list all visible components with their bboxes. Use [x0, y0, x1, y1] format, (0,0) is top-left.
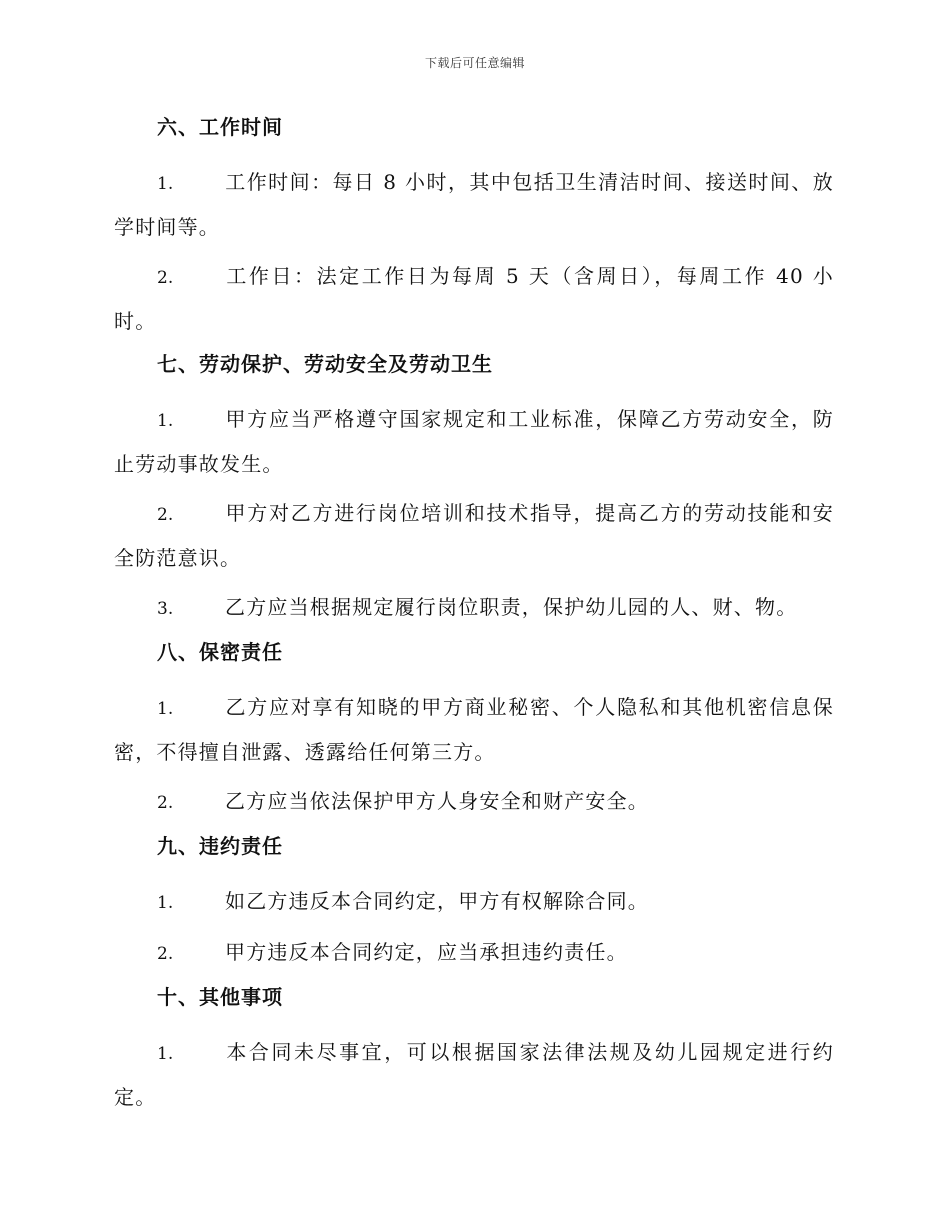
clause — [114, 586, 834, 631]
clause-text: 工作日：法定工作日为每周 5 天（含周日），每周工作 40 小时。 — [114, 264, 834, 333]
clause-text: 甲方应当严格遵守国家规定和工业标准，保障乙方劳动安全，防止劳动事故发生。 — [114, 407, 834, 476]
clause-number: 2. — [157, 944, 174, 964]
document-body — [114, 112, 834, 1125]
clause-number: 2. — [157, 793, 174, 813]
clause — [114, 398, 834, 486]
clause — [114, 780, 834, 825]
section-labor-protection — [114, 349, 834, 631]
section-confidentiality — [114, 637, 834, 825]
clause-text: 乙方应当依法保护甲方人身安全和财产安全。 — [225, 789, 649, 813]
clause-text: 乙方应当根据规定履行岗位职责，保护幼儿园的人、财、物。 — [225, 595, 798, 619]
clause-number: 1. — [157, 893, 174, 913]
clause-number: 2. — [157, 505, 174, 525]
clause-text: 乙方应对享有知晓的甲方商业秘密、个人隐私和其他机密信息保密，不得擅自泄露、透露给任何第三方。 — [114, 695, 834, 764]
header-note: 下载后可任意编辑 — [424, 56, 525, 70]
clause — [114, 492, 834, 580]
section-title: 七、劳动保护、劳动安全及劳动卫生 — [157, 352, 493, 376]
section-title: 六、工作时间 — [157, 115, 283, 139]
section-breach-liability — [114, 831, 834, 976]
clause-number: 1. — [157, 1044, 174, 1064]
clause-text: 本合同未尽事宜，可以根据国家法律法规及幼儿园规定进行约定。 — [114, 1040, 834, 1109]
section-title: 九、违约责任 — [157, 834, 283, 858]
clause — [114, 931, 834, 976]
section-work-time — [114, 112, 834, 343]
clause — [114, 161, 834, 249]
clause-number: 2. — [157, 268, 174, 288]
clause-number: 1. — [157, 174, 174, 194]
clause-text: 如乙方违反本合同约定，甲方有权解除合同。 — [225, 889, 649, 913]
section-other-matters — [114, 982, 834, 1119]
section-title: 八、保密责任 — [157, 640, 283, 664]
clause — [114, 686, 834, 774]
clause — [114, 255, 834, 343]
clause — [114, 1031, 834, 1119]
clause-text: 甲方对乙方进行岗位培训和技术指导，提高乙方的劳动技能和安全防范意识。 — [114, 501, 834, 570]
clause-number: 3. — [157, 599, 174, 619]
clause-number: 1. — [157, 699, 174, 719]
clause-number: 1. — [157, 411, 174, 431]
section-title: 十、其他事项 — [157, 985, 283, 1009]
clause-text: 甲方违反本合同约定，应当承担违约责任。 — [225, 940, 628, 964]
clause — [114, 880, 834, 925]
clause-text: 工作时间：每日 8 小时，其中包括卫生清洁时间、接送时间、放学时间等。 — [114, 170, 834, 239]
